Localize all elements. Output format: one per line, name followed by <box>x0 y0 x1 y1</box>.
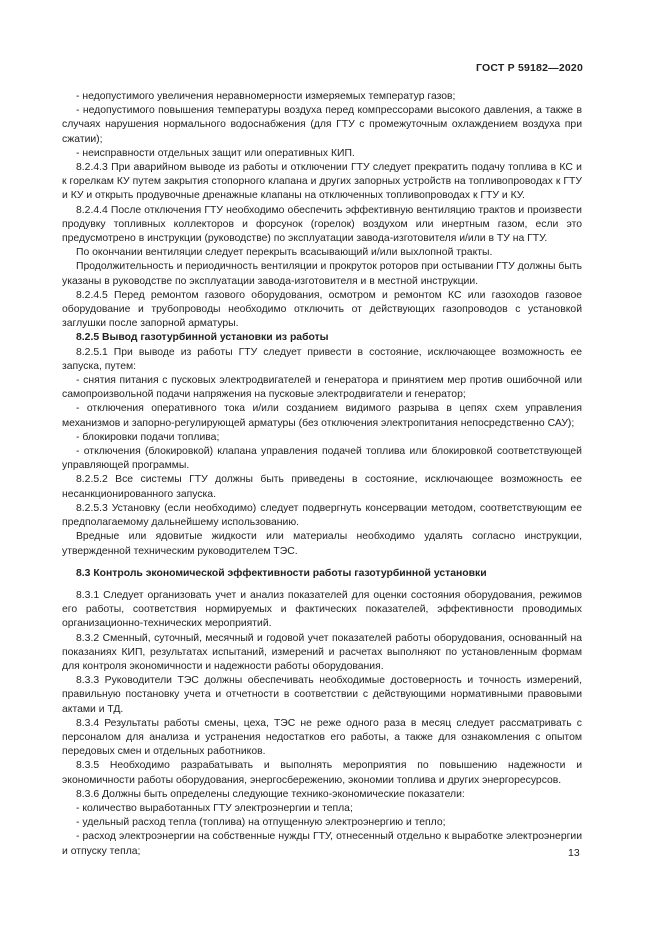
paragraph: - недопустимого повышения температуры воздуха перед компрессорами высокого давления, а также в случаях нарушения нормального водоснабжения (для ГТУ с промежуточным охлаждением воздуха при сжатии); <box>62 105 582 145</box>
document-standard-header: ГОСТ Р 59182—2020 <box>475 62 583 74</box>
paragraph: 8.2.4.3 При аварийном выводе из работы и отключении ГТУ следует прекратить подачу топлива в КС и к горелкам КУ путем закрытия стопорного клапана и других запорных устройств на топливопроводах к ГТУ и КУ и открыть продувочные дренажные клапаны на отключенных топливопроводах к ГТУ и КУ. <box>62 162 582 202</box>
paragraph: По окончании вентиляции следует перекрыть всасывающий и/или выхлопной тракты. <box>76 247 493 259</box>
section-gap <box>62 581 582 589</box>
section-heading: 8.3 Контроль экономической эффективности работы газотурбинной установки <box>76 567 487 579</box>
page-number: 13 <box>568 847 580 859</box>
paragraph: 8.3.6 Должны быть определены следующие технико-экономические показатели: <box>76 788 465 800</box>
list-item: - снятия питания с пусковых электродвигателей и генератора и принятием мер против ошибочной или самопроизвольной подачи напряжения на пусковые электродвигатели и генератор; <box>62 375 582 401</box>
list-item: - блокировки подачи топлива; <box>76 431 220 443</box>
paragraph: 8.3.2 Сменный, суточный, месячный и годовой учет показателей работы оборудования, основанный на показаниях КИП, результатах испытаний, измерений и расчетах выполняют по установленным формам для контроля экономичности и надежности работы оборудования. <box>62 632 582 672</box>
document-body <box>62 90 582 859</box>
paragraph: 8.2.5.1 При выводе из работы ГТУ следует привести в состояние, исключающее возможность ее запуска, путем: <box>62 346 582 372</box>
paragraph: 8.2.5.2 Все системы ГТУ должны быть приведены в состояние, исключающее возможность ее несанкционированного запуска. <box>62 474 582 500</box>
paragraph: 8.3.5 Необходимо разрабатывать и выполнять мероприятия по повышению надежности и экономичности работы оборудования, энергосбережению, экономии топлива и других энергоресурсов. <box>62 760 582 786</box>
paragraph: 8.3.4 Результаты работы смены, цеха, ТЭС не реже одного раза в месяц следует рассматривать с персоналом для анализа и устранения недостатков его работы, а также для ознакомления с опытом передовых смен и отдельных работников. <box>62 717 582 758</box>
list-item: - расход электроэнергии на собственные нужды ГТУ, отнесенный отдельно к выработке электроэнергии и отпуску тепла; <box>62 831 582 857</box>
paragraph: 8.2.5.3 Установку (если необходимо) следует подвергнуть консервации методом, соответствующим ее предполагаемому дальнейшему использованию. <box>62 502 582 529</box>
paragraph: - недопустимого увеличения неравномерности измеряемых температур газов; <box>76 91 456 102</box>
paragraph: 8.3.1 Следует организовать учет и анализ показателей для оценки состояния оборудования, режимов его работы, соответствия нормируемых и фактических показателей, эффективности проводимых организационно-технических мероприятий. <box>62 589 582 630</box>
list-item: - отключения оперативного тока и/или созданием видимого разрыва в цепях схем управления механизмов и запорно-регулирующей арматуры (без отключения электропитания непосредственно САУ); <box>62 403 582 429</box>
paragraph: Вредные или ядовитые жидкости или материалы необходимо удалять согласно инструкции, утвержденной техническим руководителем ТЭС. <box>62 531 582 557</box>
paragraph: - неисправности отдельных защит или оперативных КИП. <box>76 147 355 159</box>
list-item: - отключения (блокировкой) клапана управления подачей топлива или блокировкой соответствующей управляющей программы. <box>62 446 582 472</box>
paragraph: 8.3.3 Руководители ТЭС должны обеспечивать необходимые достоверность и точность измерений, правильную постановку учета и отчетности в соответствии с действующими нормативными правовыми актами и ТД. <box>62 675 582 715</box>
paragraph: Продолжительность и периодичность вентиляции и прокруток роторов при остывании ГТУ должны быть указаны в руководстве по эксплуатации завода-изготовителя и в местной инструкции. <box>62 261 582 287</box>
list-item: - удельный расход тепла (топлива) на отпущенную электроэнергию и тепло; <box>76 817 446 829</box>
paragraph: 8.2.4.4 После отключения ГТУ необходимо обеспечить эффективную вентиляцию трактов и произвести продувку топливных коллекторов и форсунок (горелок) воздухом или инертным газом, если это предусмотрено в инструкции (руководстве) по эксплуатации завода-изготовителя и/или в ТУ на ГТУ. <box>62 204 582 245</box>
section-gap <box>62 559 582 567</box>
paragraph: 8.2.4.5 Перед ремонтом газового оборудования, осмотром и ремонтом КС или газоходов газовое оборудование и трубопроводы необходимо отключить от действующих газопроводов с установкой заглушки после запорной арматуры. <box>62 289 582 330</box>
list-item: - количество выработанных ГТУ электроэнергии и тепла; <box>76 802 353 814</box>
section-heading: 8.2.5 Вывод газотурбинной установки из работы <box>76 332 329 344</box>
